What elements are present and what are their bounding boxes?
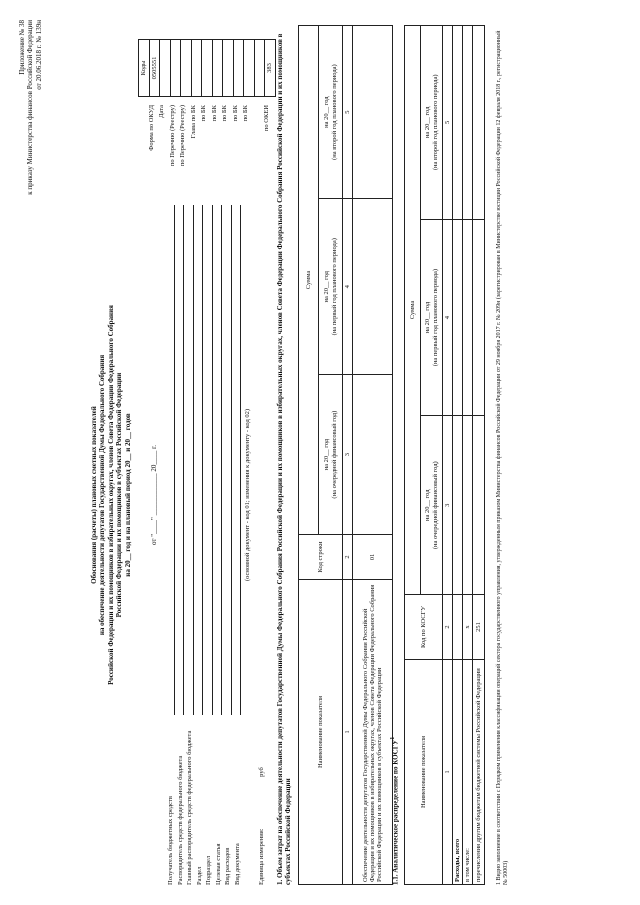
code-label: по БК	[231, 105, 239, 122]
title-line-2: на обеспечение деятельности депутатов Государственной Думы Федерального Собрания	[98, 354, 107, 636]
field-row	[222, 205, 232, 885]
field-row	[213, 205, 223, 885]
code-value[interactable]: 383	[265, 40, 276, 97]
code-value[interactable]	[191, 40, 202, 97]
title-line-3: Российской Федерации и их помощников в избирательных округах, членов Совета Федерации Федерального Собрания	[106, 305, 115, 685]
field-label: Распорядитель средств федерального бюджета	[176, 755, 184, 885]
s11-total-label: Расходы, всего	[453, 660, 463, 885]
title-line-5: на 20__ год и на плановый период 20__ и 20__ годов	[123, 413, 132, 577]
appendix-line-1: Приложение № 38	[18, 20, 26, 75]
s1-year-1: на 20__ год (на очередной финансовый год)	[319, 375, 343, 535]
title-line-4: Российской Федерации и их помощников в субъектах Российской Федерации	[115, 372, 124, 618]
section1-table	[298, 25, 393, 885]
field-row	[203, 205, 213, 885]
s11-num-3: 3	[443, 416, 453, 595]
s11-num-1: 1	[443, 660, 453, 885]
s1-year-2: на 20__ год (на первый год планового периода)	[319, 199, 343, 375]
s11-year-2: на 20__ год (на первый год планового периода)	[421, 219, 443, 416]
appendix-header	[18, 20, 43, 340]
unit-value: руб	[258, 767, 265, 777]
s11-total-value-2[interactable]	[453, 219, 463, 416]
field-input-line[interactable]	[167, 205, 175, 715]
field-input-line[interactable]	[205, 205, 213, 715]
codes-label-spacer	[138, 105, 148, 185]
s1-num-3: 3	[343, 375, 353, 535]
s11-num-4: 4	[443, 219, 453, 416]
code-label: по БК	[221, 105, 228, 122]
s11-inclusive-code: х	[463, 595, 473, 660]
s1-col-code: Код строки	[299, 535, 343, 580]
s11-col-sum: Сумма	[405, 26, 421, 595]
form-date: от "____" ____________ 20____ г.	[150, 445, 158, 546]
code-label	[253, 105, 264, 185]
s11-year-3: на 20__ год (на второй год планового периода)	[421, 26, 443, 220]
unit-row	[258, 767, 265, 885]
code-label: по ОКЕИ	[263, 105, 270, 132]
code-label: по Перечню (Реестру)	[168, 105, 176, 167]
code-value[interactable]	[244, 40, 255, 97]
codes-header: Коды	[139, 40, 150, 97]
codes-table	[138, 39, 276, 97]
section11-table	[404, 25, 485, 885]
code-value[interactable]	[181, 40, 192, 97]
section11-title: 1.1. Аналитическое распределение по КОСГУ$^1$	[390, 736, 400, 885]
s11-row2-value-1[interactable]	[473, 416, 485, 595]
code-label: по Перечню (Реестру)	[179, 105, 186, 167]
s11-col-name: Наименование показателя	[405, 660, 443, 885]
field-input-line[interactable]	[186, 205, 194, 715]
code-value[interactable]	[223, 40, 234, 97]
field-label: Получатель бюджетных средств	[167, 796, 175, 885]
code-value[interactable]	[170, 40, 181, 97]
code-value[interactable]	[233, 40, 244, 97]
appendix-line-2: к приказу Министерства финансов Российской Федерации	[26, 20, 35, 195]
codes-label-list	[148, 105, 274, 185]
s11-row2-value-3[interactable]	[473, 26, 485, 220]
code-value[interactable]	[160, 40, 171, 97]
s1-num-4: 4	[343, 199, 353, 375]
fields-block	[165, 205, 241, 885]
s1-col-name: Наименование показателя	[299, 580, 343, 885]
s11-row2-code: 251	[473, 595, 485, 660]
s11-total-code	[453, 595, 463, 660]
s11-inclusive-label: в том числе:	[463, 660, 473, 885]
code-value[interactable]	[212, 40, 223, 97]
s11-year-1: на 20__ год (на очередной финансовый год)	[421, 416, 443, 595]
code-label: по БК	[200, 105, 207, 122]
section1-title: 1. Объем затрат на обеспечение деятельности депутатов Государственной Думы Федерального Собрания Российской Федерации и их помощников в избирательных округах, членов Совета Федерации Федерального Собрания Российской Федерации и их помощников в субъектах Российской Федерации	[276, 33, 293, 885]
s11-col-code: Код по КОСГУ	[405, 595, 443, 660]
footnote: 1 Видно заполнение в соответствии с Порядком применения классификации операций сектора государственного управления, утвержденным приказом Министерства финансов Российской Федерации от 29 ноября 2017 г. № 209н (зарегистрирован в Министерстве юстиции Российской Федерации 12 февраля 2018 г., регистрационный № 50003)	[496, 30, 510, 885]
field-label: Подраздел	[205, 855, 213, 885]
field-label: Главный распорядитель средств федерального бюджета	[186, 730, 194, 885]
code-label: по БК	[210, 105, 218, 122]
s11-row2-value-2[interactable]	[473, 219, 485, 416]
field-input-line[interactable]	[176, 205, 184, 715]
code-label: Форма по ОКУД	[147, 105, 155, 151]
field-label: Вид документа	[233, 843, 241, 885]
unit-label: Единица измерения:	[258, 828, 265, 885]
s1-num-2: 2	[343, 535, 353, 580]
field-input-line[interactable]	[233, 205, 241, 715]
title-line-1: Обоснования (расчеты) плановых сметных показателей	[90, 406, 98, 584]
s1-num-1: 1	[343, 580, 353, 885]
s11-num-2: 2	[443, 595, 453, 660]
field-label: Целевая статья	[214, 843, 222, 885]
s1-num-5: 5	[343, 26, 353, 199]
code-label: Глава по БК	[189, 105, 197, 139]
code-value[interactable]	[202, 40, 213, 97]
appendix-line-3: от 20.06.2018 г. № 139н	[34, 20, 43, 90]
s11-inclusive-value-3[interactable]	[463, 26, 473, 220]
s1-year-3: на 20__ год (на второй год планового периода)	[319, 26, 343, 199]
field-input-line[interactable]	[195, 205, 203, 715]
s1-row-text: Обеспечение деятельности депутатов Государственной Думы Федерального Собрания Российской Федерации и их помощников в избирательных округах, членов Совета Федерации Федерального Собрания Российской Федерации и их помощников в субъектах Российской Федерации	[353, 580, 393, 885]
field-input-line[interactable]	[214, 205, 222, 715]
s1-row-value-2[interactable]	[353, 199, 393, 375]
s1-row-code: 01	[353, 535, 393, 580]
s11-num-5: 5	[443, 26, 453, 220]
codes-labels	[138, 105, 274, 185]
doc-hint: (основной документ - код 01; изменения к документу - код 02)	[244, 408, 251, 582]
code-label: Дата	[158, 105, 165, 118]
s11-row2-label: перечисления другим бюджетам бюджетной системы Российской Федерации	[473, 660, 485, 885]
code-value[interactable]	[254, 40, 265, 97]
s1-row-value-3[interactable]	[353, 26, 393, 199]
s1-row-value-1[interactable]	[353, 375, 393, 535]
field-row	[184, 205, 194, 885]
field-input-line[interactable]	[224, 205, 232, 715]
s11-total-value-3[interactable]	[453, 26, 463, 220]
form-title	[90, 205, 132, 785]
s11-inclusive-value-2[interactable]	[463, 219, 473, 416]
field-label: Вид расходов	[224, 847, 232, 885]
field-row	[232, 205, 242, 885]
code-value[interactable]: 0505551	[149, 40, 160, 97]
field-label: Раздел	[195, 866, 203, 885]
s11-total-value-1[interactable]	[453, 416, 463, 595]
code-label: по БК	[242, 105, 249, 122]
footnote-mark: 1	[390, 736, 396, 740]
s11-inclusive-value-1[interactable]	[463, 416, 473, 595]
field-row	[175, 205, 185, 885]
field-row	[194, 205, 204, 885]
s1-col-sum: Сумма	[299, 26, 319, 535]
field-row	[165, 205, 175, 885]
codes-body	[149, 40, 275, 97]
